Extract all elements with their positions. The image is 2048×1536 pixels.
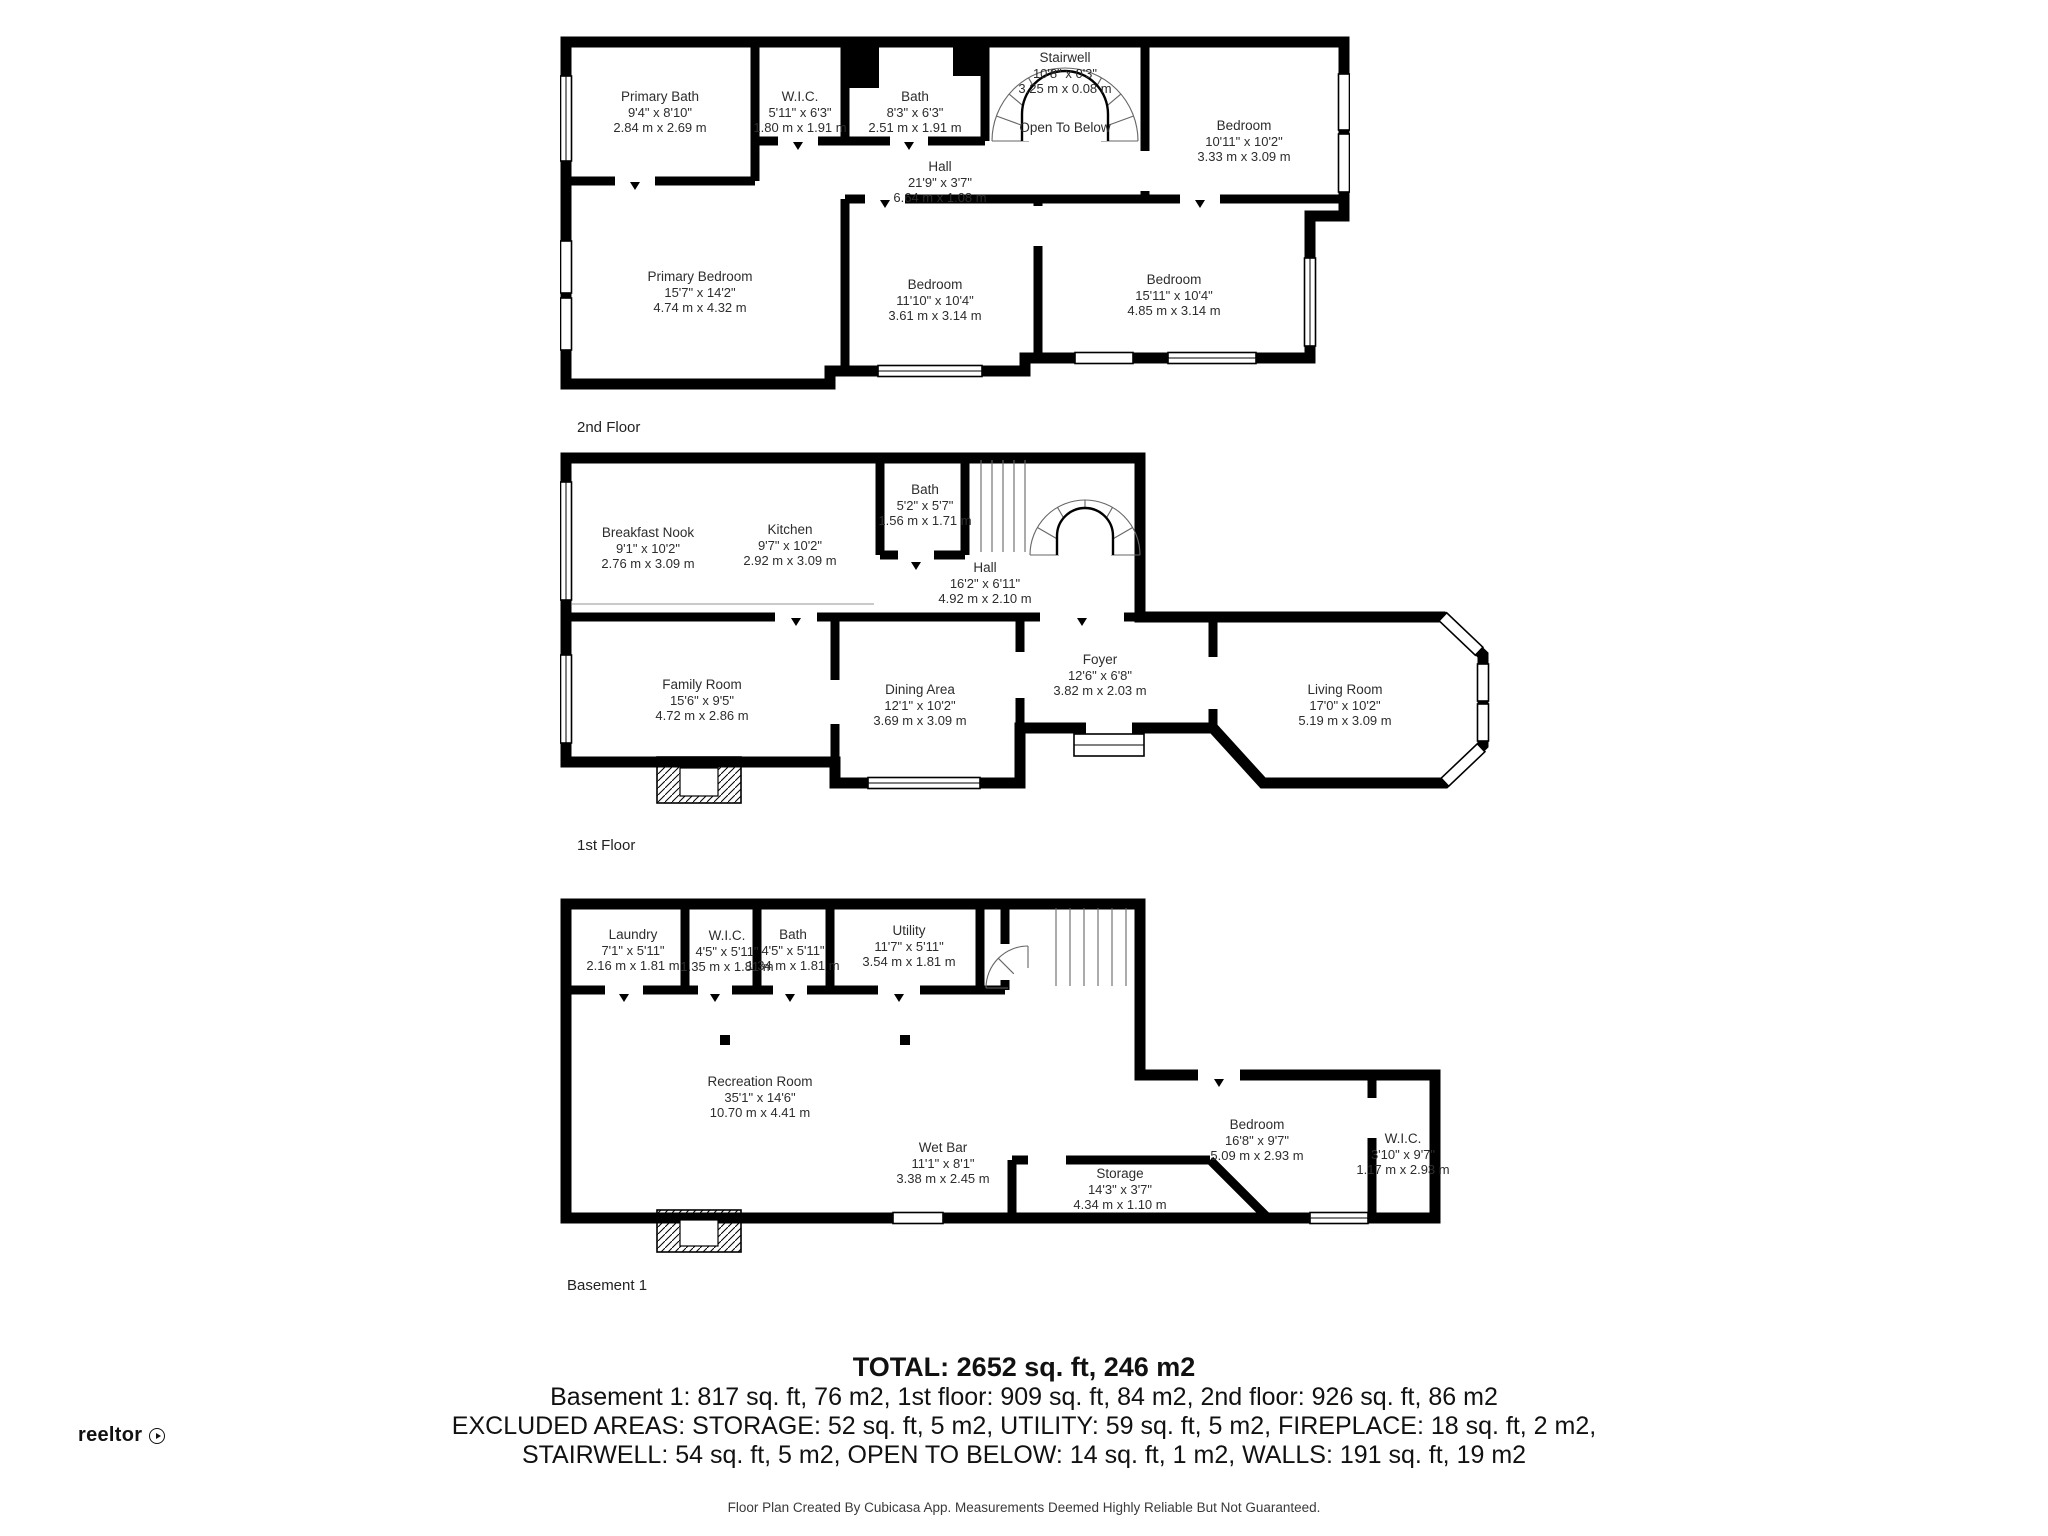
reeltor-logo — [78, 1424, 165, 1447]
floor-plan-1st-floor — [560, 452, 1490, 837]
room-label-wic-basement-right: W.I.C. 3'10" x 9'7" 1.17 m x 2.93 m — [1356, 1131, 1450, 1177]
room-label-bedroom-top-right: Bedroom 10'11" x 10'2" 3.33 m x 3.09 m — [1197, 118, 1291, 164]
stair-arch-1st-floor — [1057, 508, 1113, 555]
room-label-hall-1st: Hall 16'2" x 6'11" 4.92 m x 2.10 m — [938, 560, 1032, 606]
summary-excluded-2: STAIRWELL: 54 sq. ft, 5 m2, OPEN TO BELOW: 14 sq. ft, 1 m2, WALLS: 191 sq. ft, 19 m2 — [521, 1441, 1527, 1469]
reeltor-logo-text: reeltor — [78, 1424, 143, 1446]
room-label-laundry: Laundry 7'1" x 5'11" 2.16 m x 1.81 m — [586, 927, 680, 973]
room-label-utility: Utility 11'7" x 5'11" 3.54 m x 1.81 m — [862, 923, 956, 969]
room-label-dining-area: Dining Area 12'1" x 10'2" 3.69 m x 3.09 m — [873, 682, 967, 728]
room-label-bedroom-basement: Bedroom 16'8" x 9'7" 5.09 m x 2.93 m — [1210, 1117, 1304, 1163]
room-label-hall-2nd: Hall 21'9" x 3'7" 6.64 m x 1.08 m — [893, 159, 987, 205]
room-label-bath-1st: Bath 5'2" x 5'7" 1.56 m x 1.71 m — [878, 482, 972, 528]
room-label-bedroom-middle: Bedroom 11'10" x 10'4" 3.61 m x 3.14 m — [888, 277, 982, 323]
room-label-bedroom-right: Bedroom 15'11" x 10'4" 4.85 m x 3.14 m — [1127, 272, 1221, 318]
disclaimer-text: Floor Plan Created By Cubicasa App. Measurements Deemed Highly Reliable But Not Guaranteed. — [727, 1500, 1321, 1515]
room-label-living-room: Living Room 17'0" x 10'2" 5.19 m x 3.09 m — [1298, 682, 1392, 728]
room-label-wet-bar: Wet Bar 11'1" x 8'1" 3.38 m x 2.45 m — [896, 1140, 990, 1186]
room-label-storage: Storage 14'3" x 3'7" 4.34 m x 1.10 m — [1073, 1166, 1167, 1212]
entry-stoop — [1074, 734, 1144, 756]
room-label-foyer: Foyer 12'6" x 6'8" 3.82 m x 2.03 m — [1053, 652, 1147, 698]
room-label-open-to-below: Open To Below — [1019, 120, 1111, 135]
room-label-bath-2nd: Bath 8'3" x 6'3" 2.51 m x 1.91 m — [868, 89, 962, 135]
caption-basement: Basement 1 — [567, 1277, 648, 1294]
room-label-wic-2nd: W.I.C. 5'11" x 6'3" 1.80 m x 1.91 m — [753, 89, 847, 135]
caption-1st-floor: 1st Floor — [577, 837, 636, 854]
fireplace-icon-1st-floor — [657, 757, 741, 803]
room-label-breakfast-nook: Breakfast Nook 9'1" x 10'2" 2.76 m x 3.09 m — [601, 525, 695, 571]
play-icon — [149, 1428, 165, 1444]
fireplace-icon-basement — [657, 1210, 741, 1252]
room-label-stairwell: Stairwell 10'8" x 0'3" 3.25 m x 0.08 m — [1018, 50, 1112, 96]
summary-excluded-1: EXCLUDED AREAS: STORAGE: 52 sq. ft, 5 m2, UTILITY: 59 sq. ft, 5 m2, FIREPLACE: 18 sq. ft, 2 m2, — [451, 1412, 1597, 1440]
area-summary — [0, 1352, 2048, 1470]
summary-floor-areas: Basement 1: 817 sq. ft, 76 m2, 1st floor: 909 sq. ft, 84 m2, 2nd floor: 926 sq. ft, 86 m2 — [550, 1383, 1498, 1411]
room-label-family-room: Family Room 15'6" x 9'5" 4.72 m x 2.86 m — [655, 677, 749, 723]
room-label-primary-bath: Primary Bath 9'4" x 8'10" 2.84 m x 2.69 m — [613, 89, 707, 135]
room-label-primary-bedroom: Primary Bedroom 15'7" x 14'2" 4.74 m x 4.32 m — [647, 269, 753, 315]
caption-2nd-floor: 2nd Floor — [577, 419, 641, 436]
room-label-wic-basement-top: W.I.C. 4'5" x 5'11" 1.35 m x 1.81 m — [680, 928, 774, 974]
summary-total: TOTAL: 2652 sq. ft, 246 m2 — [852, 1352, 1196, 1382]
room-label-recreation-room: Recreation Room 35'1" x 14'6" 10.70 m x 4.41 m — [707, 1074, 813, 1120]
room-label-kitchen: Kitchen 9'7" x 10'2" 2.92 m x 3.09 m — [743, 522, 837, 568]
room-label-bath-basement: Bath 4'5" x 5'11" 1.34 m x 1.81 m — [746, 927, 840, 973]
